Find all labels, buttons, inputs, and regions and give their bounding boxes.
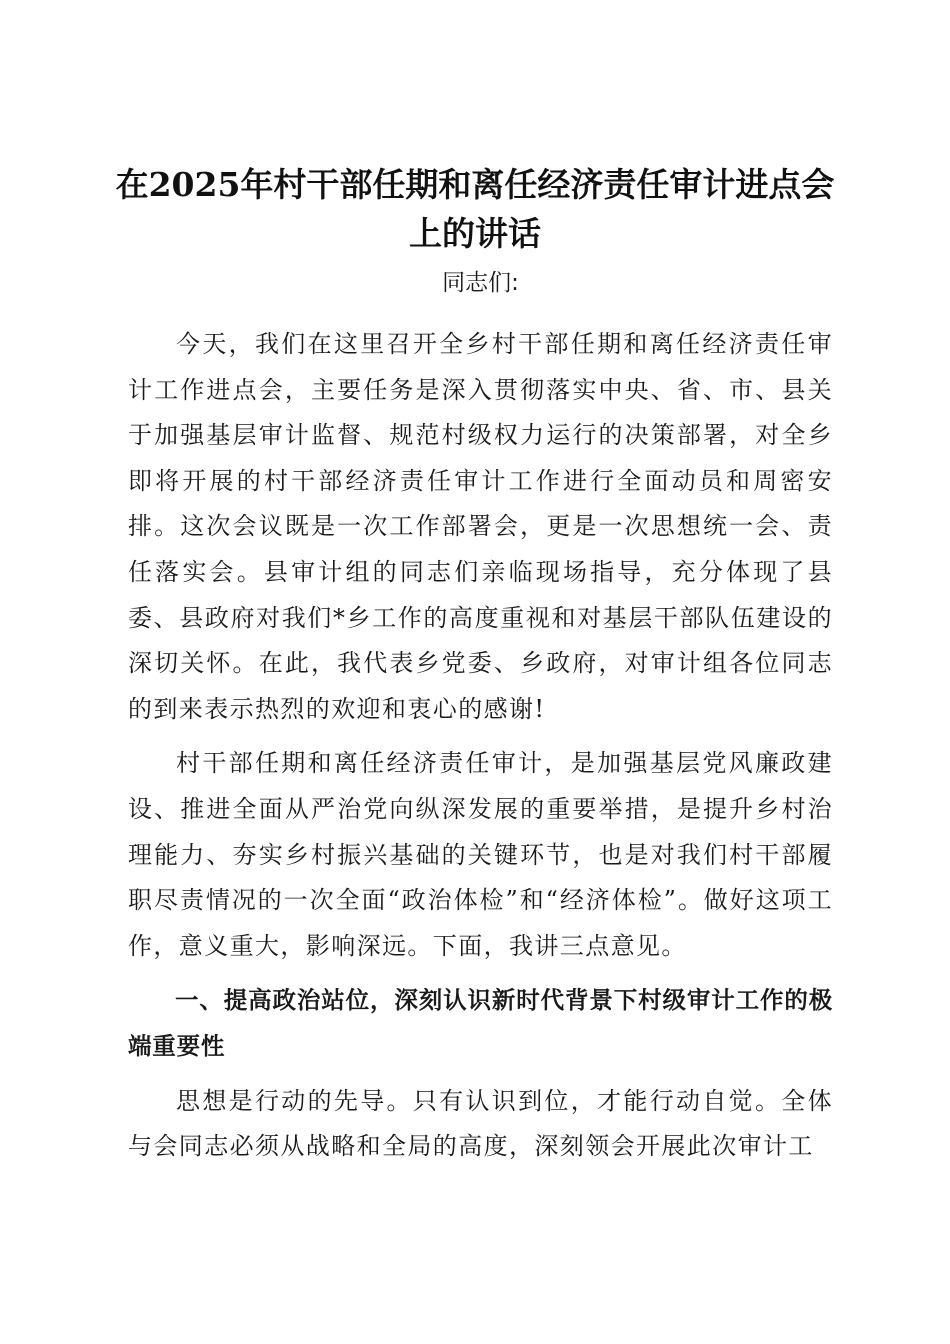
paragraph-section-one: 思想是行动的先导。只有认识到位，才能行动自觉。全体与会同志必须从战略和全局的高度，深刻领会开展此次审计工 xyxy=(128,1086,833,1161)
document-body xyxy=(128,260,833,1179)
paragraph-significance: 村干部任期和离任经济责任审计，是加强基层党风廉政建设、推进全面从严治党向纵深发展的重要举措，是提升乡村治理能力、夯实乡村振兴基础的关键环节，也是对我们村干部履职尽责情况的一次全面“政治体检”和“经济体检”。做好这项工作，意义重大，影响深远。下面，我讲三点意见。 xyxy=(128,749,833,960)
paragraph-opening: 今天，我们在这里召开全乡村干部任期和离任经济责任审计工作进点会，主要任务是深入贯彻落实中央、省、市、县关于加强基层审计监督、规范村级权力运行的决策部署，对全乡即将开展的村干部经济责任审计工作进行全面动员和周密安排。这次会议既是一次工作部署会，更是一次思想统一会、责任落实会。县审计组的同志们亲临现场指导，充分体现了县委、县政府对我们*乡工作的高度重视和对基层干部队伍建设的深切关怀。在此，我代表乡党委、乡政府，对审计组各位同志的到来表示热烈的欢迎和衷心的感谢! xyxy=(128,330,833,723)
section-heading: 一、提高政治站位，深刻认识新时代背景下村级审计工作的极端重要性 xyxy=(128,986,833,1060)
document-title: 在2025年村干部任期和离任经济责任审计进点会上的讲话 xyxy=(115,165,835,253)
salutation: 同志们: xyxy=(442,270,519,296)
